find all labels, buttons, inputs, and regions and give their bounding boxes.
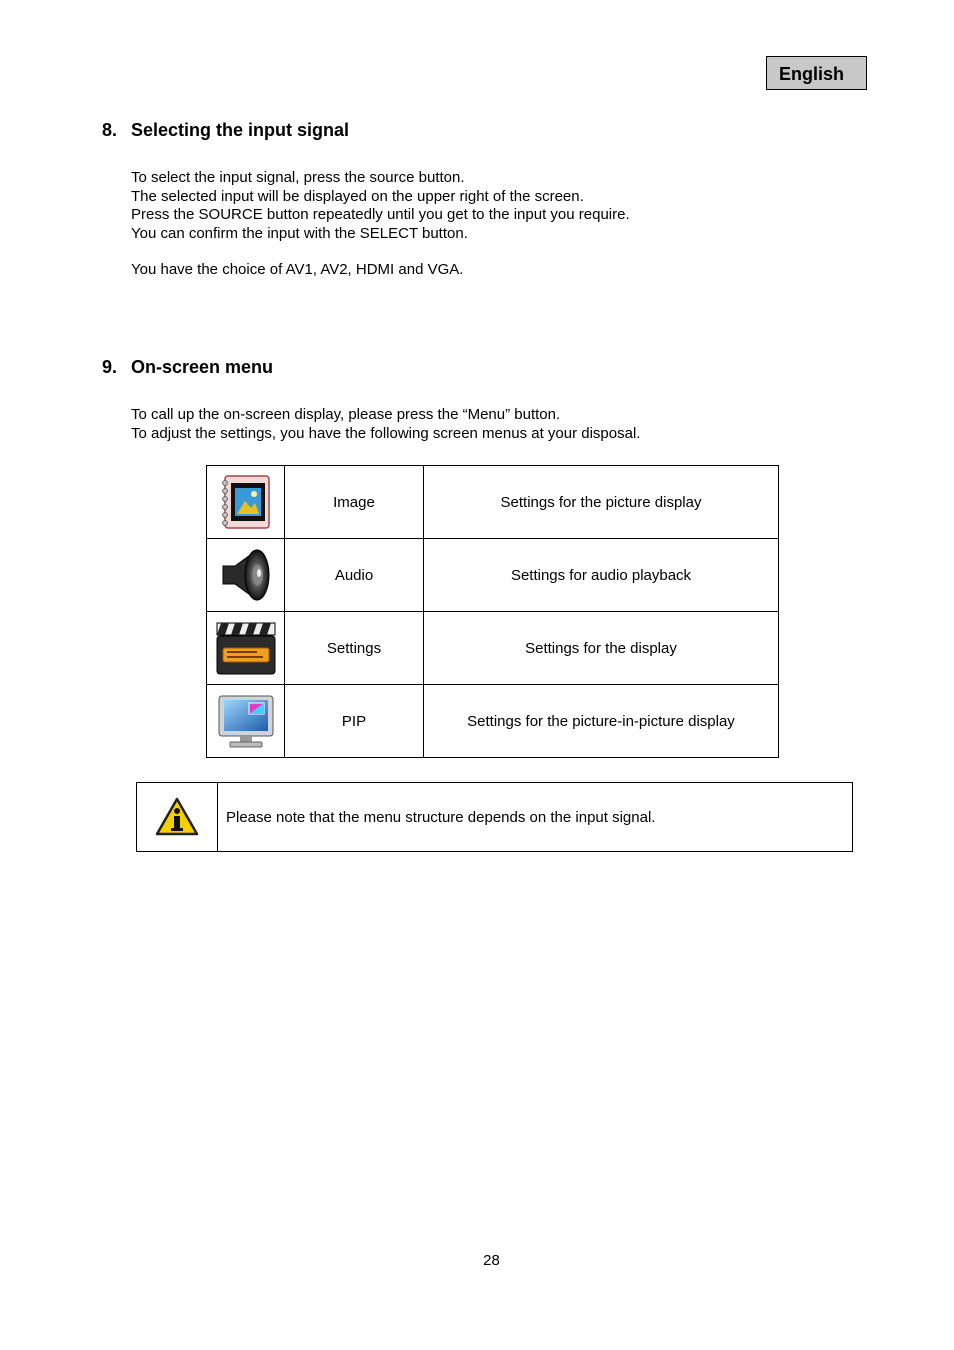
- section-8-choice: [131, 261, 463, 280]
- picture-frame-icon: [217, 473, 275, 531]
- section-8-heading: [102, 120, 349, 141]
- text-line: To call up the on-screen display, please press the “Menu” button.: [131, 406, 561, 423]
- text-line: You can confirm the input with the SELECT button.: [131, 224, 468, 242]
- text-line: Press the SOURCE button repeatedly until you get to the input you require.: [131, 206, 630, 223]
- section-8-body: [131, 169, 630, 243]
- section-8-number: 8.: [102, 120, 118, 140]
- section-9-body: [131, 406, 640, 443]
- table-row: [207, 466, 779, 539]
- section-9-title: On-screen menu: [131, 357, 274, 377]
- menu-name: Audio: [285, 539, 424, 612]
- menu-table: [206, 465, 779, 758]
- page-number: 28: [483, 1252, 500, 1269]
- monitor-icon: [216, 692, 276, 750]
- text-line: The selected input will be displayed on the upper right of the screen.: [131, 187, 584, 205]
- language-label: English: [766, 56, 867, 90]
- section-9-heading: [102, 357, 273, 378]
- menu-description: Settings for the picture display: [424, 466, 779, 539]
- text-line: You have the choice of AV1, AV2, HDMI and VGA.: [131, 261, 464, 278]
- menu-description: Settings for the picture-in-picture display: [424, 685, 779, 758]
- section-8-title: Selecting the input signal: [131, 120, 350, 140]
- section-9-number: 9.: [102, 357, 118, 377]
- note-text: Please note that the menu structure depends on the input signal.: [226, 808, 656, 826]
- table-row: [207, 612, 779, 685]
- menu-description: Settings for the display: [424, 612, 779, 685]
- text-line: To select the input signal, press the source button.: [131, 169, 465, 186]
- text-line: To adjust the settings, you have the following screen menus at your disposal.: [131, 424, 641, 442]
- table-row: [207, 685, 779, 758]
- clapperboard-icon: [215, 620, 277, 676]
- menu-name: Image: [285, 466, 424, 539]
- menu-description: Settings for audio playback: [424, 539, 779, 612]
- info-warning-icon: [155, 797, 199, 837]
- speaker-icon: [217, 546, 275, 604]
- table-row: [207, 539, 779, 612]
- note-box: [136, 782, 853, 852]
- menu-name: PIP: [285, 685, 424, 758]
- menu-name: Settings: [285, 612, 424, 685]
